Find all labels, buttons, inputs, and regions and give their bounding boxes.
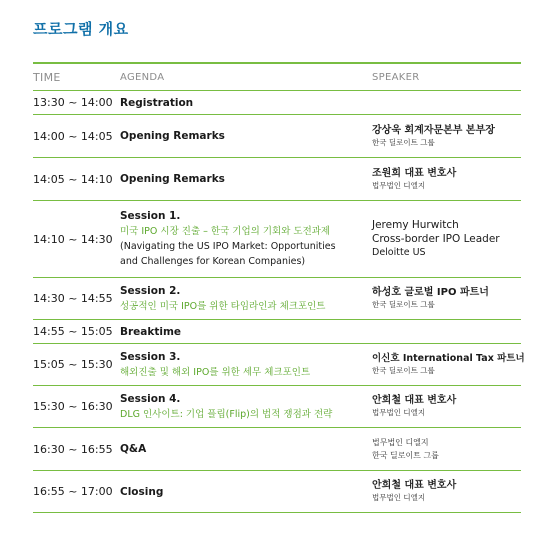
session-topic: 성공적인 미국 IPO를 위한 타임라인과 체크포인트	[120, 300, 326, 312]
row-time: 14:00 ~ 14:05	[33, 129, 113, 143]
speaker-name: Jeremy Hurwitch	[372, 219, 459, 231]
speaker-org: 한국 딜로이트 그룹	[372, 137, 435, 147]
header-speaker: SPEAKER	[372, 71, 420, 83]
session-subtitle-line2: and Challenges for Korean Companies)	[120, 256, 306, 267]
session-topic: 해외진출 및 해외 IPO를 위한 세무 체크포인트	[120, 366, 311, 378]
row-agenda: Registration	[120, 96, 194, 109]
table-row	[33, 386, 521, 428]
speaker-org: 한국 딜로이트 그룹	[372, 300, 435, 309]
session-label: Session 4.	[120, 392, 181, 405]
speaker-org: 법무법인 디엘지	[372, 438, 429, 447]
row-time: 14:05 ~ 14:10	[33, 172, 113, 186]
row-speaker	[372, 286, 521, 311]
table-row	[33, 201, 521, 278]
row-agenda: Opening Remarks	[120, 130, 225, 142]
speaker-org: 법무법인 디엘지	[372, 493, 426, 502]
row-agenda: Breaktime	[120, 325, 182, 338]
table-row	[33, 471, 521, 513]
row-speaker	[372, 352, 525, 377]
row-agenda: Closing	[120, 485, 164, 498]
row-time: 16:55 ~ 17:00	[33, 485, 113, 498]
row-speaker	[372, 394, 521, 419]
table-row	[33, 344, 525, 386]
header-agenda: AGENDA	[120, 71, 165, 83]
row-agenda	[120, 350, 372, 380]
row-speaker	[372, 124, 521, 149]
speaker-name: 강상욱 회계자문본부 본부장	[372, 124, 495, 136]
row-time: 13:30 ~ 14:00	[33, 96, 113, 109]
session-topic: 미국 IPO 시장 진출 – 한국 기업의 기회와 도전과제	[120, 226, 331, 237]
table-row	[33, 158, 521, 201]
table-row	[33, 278, 521, 320]
row-time: 14:30 ~ 14:55	[33, 292, 113, 305]
row-agenda: Opening Remarks	[120, 173, 225, 185]
row-time: 14:10 ~ 14:30	[33, 232, 113, 246]
table-header	[33, 64, 521, 91]
row-speaker	[372, 218, 521, 260]
row-agenda	[120, 284, 372, 314]
speaker-name: 안희철 대표 변호사	[372, 395, 457, 406]
speaker-name: 이신호 International Tax 파트너	[372, 353, 525, 364]
speaker-org: 법무법인 디엘지	[372, 408, 426, 417]
header-time: TIME	[33, 70, 61, 84]
speaker-name: 하성호 글로벌 IPO 파트너	[372, 287, 489, 298]
speaker-org: 법무법인 디엘지	[372, 180, 426, 190]
speaker-org: Deloitte US	[372, 247, 426, 258]
row-speaker	[372, 167, 521, 192]
row-time: 16:30 ~ 16:55	[33, 442, 113, 456]
session-subtitle-line1: (Navigating the US IPO Market: Opportunities	[120, 241, 336, 252]
session-label: Session 3.	[120, 350, 181, 363]
row-time: 14:55 ~ 15:05	[33, 325, 113, 338]
row-speaker	[372, 479, 521, 504]
row-time: 15:05 ~ 15:30	[33, 358, 113, 371]
session-label: Session 2.	[120, 284, 181, 297]
speaker-name: 조원희 대표 변호사	[372, 167, 457, 179]
row-agenda: Q&A	[120, 443, 147, 455]
table-row	[33, 115, 521, 158]
row-speaker	[372, 436, 521, 462]
speaker-org: 한국 딜로이트 그룹	[372, 366, 435, 375]
row-time: 15:30 ~ 16:30	[33, 400, 113, 413]
speaker-org: 한국 딜로이트 그룹	[372, 451, 439, 460]
speaker-title: Cross-border IPO Leader	[372, 233, 500, 245]
session-label: Session 1.	[120, 210, 181, 222]
row-agenda	[120, 392, 372, 422]
table-row	[33, 320, 521, 344]
speaker-name: 안희철 대표 변호사	[372, 480, 457, 491]
table-row	[33, 428, 521, 471]
page-title: 프로그램 개요	[33, 20, 129, 38]
session-topic: DLG 인사이트: 기업 플립(Flip)의 법적 쟁점과 전략	[120, 408, 333, 420]
table-row	[33, 91, 521, 115]
program-table	[33, 62, 525, 513]
row-agenda	[120, 209, 372, 269]
